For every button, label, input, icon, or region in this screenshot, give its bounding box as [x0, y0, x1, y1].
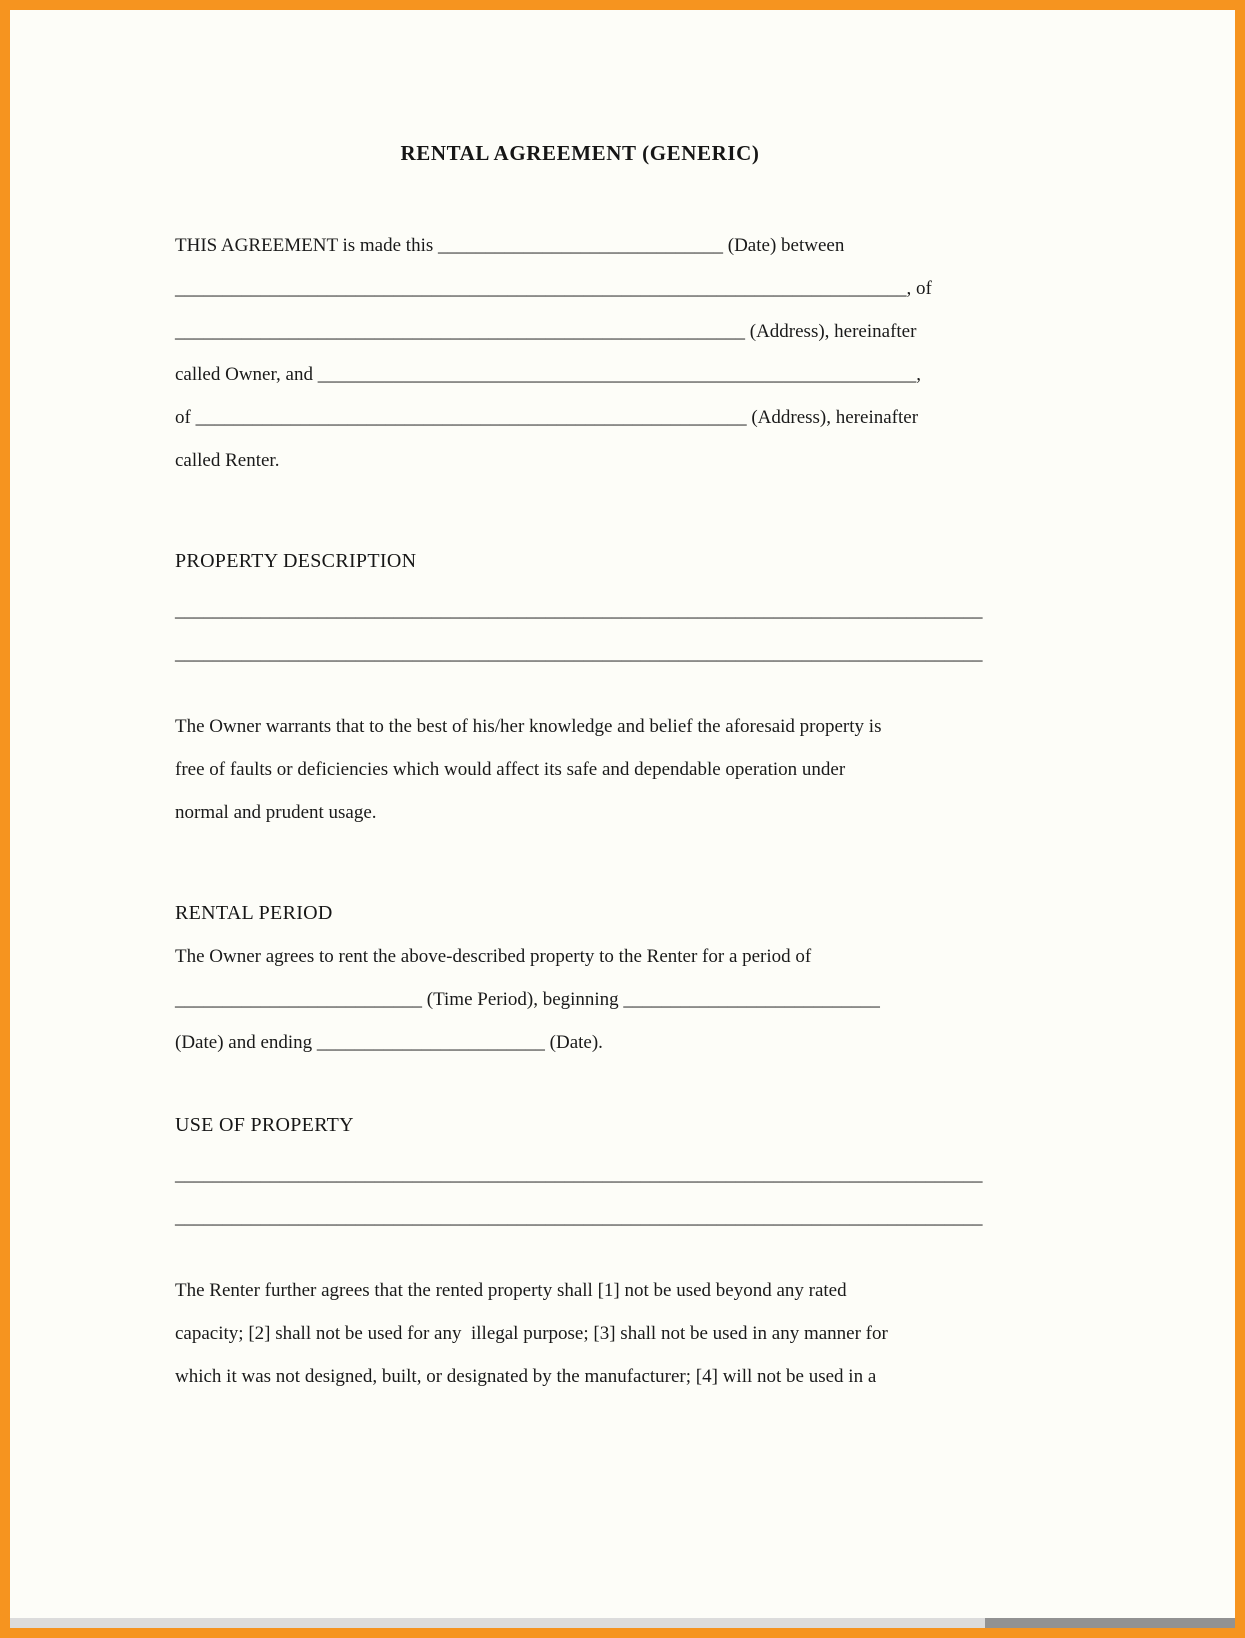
section-use-of-property [175, 1104, 985, 1398]
document-body [10, 10, 1235, 1398]
intro-line-1: THIS AGREEMENT is made this ______________________________ (Date) between [175, 235, 845, 256]
renter-agrees-line-2: capacity; [2] shall not be used for any illegal purpose; [3] shall not be used in any manner for [175, 1323, 888, 1344]
intro-line-6: called Renter. [175, 450, 280, 471]
document-title: RENTAL AGREEMENT (GENERIC) [400, 141, 760, 165]
warranty-line-2: free of faults or deficiencies which would affect its safe and dependable operation under [175, 759, 846, 780]
rental-period-line-1: The Owner agrees to rent the above-described property to the Renter for a period of [175, 946, 812, 967]
fill-in-blank-line: _____________________________________________________________________________________ [175, 1164, 983, 1185]
warranty-line-3: normal and prudent usage. [175, 802, 377, 823]
fill-in-blank-line: _____________________________________________________________________________________ [175, 1207, 983, 1228]
rental-period-line-3: (Date) and ending ________________________ (Date). [175, 1032, 603, 1053]
rental-period-line-2: __________________________ (Time Period), beginning ___________________________ [175, 989, 880, 1010]
use-of-property-heading: USE OF PROPERTY [175, 1114, 354, 1136]
property-description-blanks [175, 589, 985, 675]
intro-line-3: ____________________________________________________________ (Address), hereinafter [175, 321, 917, 342]
fill-in-blank-line: _____________________________________________________________________________________ [175, 643, 983, 664]
renter-agrees-line-3: which it was not designed, built, or designated by the manufacturer; [4] will not be used in a [175, 1366, 877, 1387]
intro-line-2: _____________________________________________________________________________, of [175, 278, 932, 299]
rental-period-paragraph [175, 935, 985, 1064]
page-bottom-edge-dark-segment [985, 1618, 1235, 1628]
section-rental-period [175, 892, 985, 1064]
warranty-paragraph [175, 705, 985, 834]
page-bottom-edge [10, 1618, 1235, 1628]
intro-paragraph [175, 224, 985, 482]
fill-in-blank-line: _____________________________________________________________________________________ [175, 600, 983, 621]
use-of-property-blanks [175, 1153, 985, 1239]
renter-agrees-paragraph [175, 1269, 985, 1398]
intro-line-5: of __________________________________________________________ (Address), hereinafter [175, 407, 919, 428]
section-property-description [175, 540, 985, 834]
property-description-heading: PROPERTY DESCRIPTION [175, 550, 417, 572]
intro-line-4: called Owner, and _______________________________________________________________, [175, 364, 921, 385]
rental-period-heading: RENTAL PERIOD [175, 902, 333, 924]
renter-agrees-line-1: The Renter further agrees that the rented property shall [1] not be used beyond any rated [175, 1280, 847, 1301]
warranty-line-1: The Owner warrants that to the best of his/her knowledge and belief the aforesaid property is [175, 716, 882, 737]
